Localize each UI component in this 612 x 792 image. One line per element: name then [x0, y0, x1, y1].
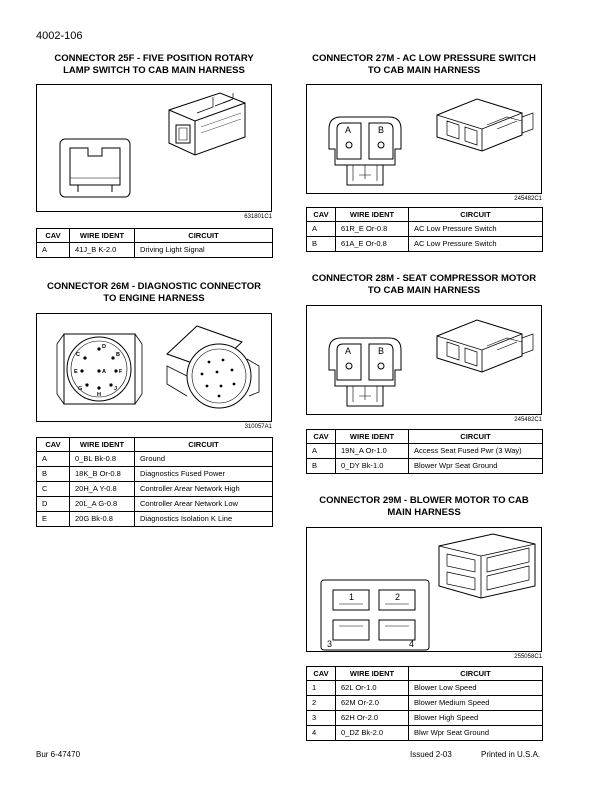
footer-document-number: Bur 6-47470	[36, 750, 81, 759]
cav-cell: 1	[307, 681, 336, 696]
connector-26m-figure	[36, 313, 272, 422]
pin-label-c: C	[76, 352, 80, 358]
wire-cell: 61A_E Or-0.8	[336, 237, 409, 252]
connector-25f-figure	[36, 84, 272, 212]
wire-cell: 19N_A Or-1.0	[336, 444, 409, 459]
connector-28m-table	[306, 429, 543, 474]
footer-printed: Printed in U.S.A.	[481, 750, 541, 759]
connector-25f-drawing	[37, 85, 271, 211]
connector-29m-title-line2: MAIN HARNESS	[387, 507, 461, 518]
connector-25f-title-line1: CONNECTOR 25F - FIVE POSITION ROTARY	[54, 53, 254, 64]
cav-cell: 4	[307, 726, 336, 741]
wire-ident-header: WIRE IDENT	[70, 229, 135, 243]
connector-28m-figure-id: 245482C1	[514, 417, 542, 423]
circuit-header: CIRCUIT	[135, 229, 273, 243]
table-row	[307, 681, 543, 696]
pin-4-label: 4	[409, 639, 415, 649]
connector-28m-drawing	[307, 306, 541, 414]
connector-29m-figure	[306, 527, 542, 652]
table-row	[307, 237, 543, 252]
connector-27m-title	[306, 53, 542, 77]
table-header-row	[307, 430, 543, 444]
table-row	[307, 711, 543, 726]
connector-25f-title	[36, 53, 272, 77]
wire-ident-header: WIRE IDENT	[70, 438, 135, 452]
connector-29m-title-line1: CONNECTOR 29M - BLOWER MOTOR TO CAB	[319, 495, 529, 506]
connector-26m-table	[36, 437, 273, 527]
cav-cell: B	[37, 467, 70, 482]
wire-cell: 62H Or-2.0	[336, 711, 409, 726]
table-row	[307, 459, 543, 474]
cav-cell: B	[307, 237, 336, 252]
cav-cell: A	[37, 452, 70, 467]
circuit-header: CIRCUIT	[135, 438, 273, 452]
connector-28m-title-line1: CONNECTOR 28M - SEAT COMPRESSOR MOTOR	[311, 273, 537, 284]
connector-25f-table	[36, 228, 273, 258]
wire-cell: 20H_A Y-0.8	[70, 482, 135, 497]
circuit-header: CIRCUIT	[409, 208, 543, 222]
wire-cell: 18K_B Or-0.8	[70, 467, 135, 482]
connector-26m-figure-id: 310057A1	[244, 424, 272, 430]
wire-cell: 41J_B K-2.0	[70, 243, 135, 258]
pin-label-e: E	[74, 369, 78, 375]
circuit-cell: Driving Light Signal	[135, 243, 273, 258]
circuit-cell: Blower High Speed	[409, 711, 543, 726]
pin-label-g: G	[78, 386, 83, 392]
circuit-cell: Diagnostics Isolation K Line	[135, 512, 273, 527]
cav-header: CAV	[37, 229, 70, 243]
page-number: 4002-106	[36, 30, 83, 42]
connector-27m-table	[306, 207, 543, 252]
wire-cell: 61R_E Or-0.8	[336, 222, 409, 237]
connector-28m-title	[306, 273, 542, 297]
table-header-row	[307, 208, 543, 222]
wire-cell: 20G Bk-0.8	[70, 512, 135, 527]
cavity-b-label: B	[378, 125, 385, 135]
wire-ident-header: WIRE IDENT	[336, 430, 409, 444]
connector-27m-figure	[306, 84, 542, 194]
table-row	[37, 452, 273, 467]
pin-label-j: J	[114, 386, 118, 392]
cav-cell: 2	[307, 696, 336, 711]
circuit-cell: Controller Arear Network Low	[135, 497, 273, 512]
pin-1-label: 1	[349, 592, 355, 602]
connector-29m-title	[306, 495, 542, 519]
connector-27m-title-line2: TO CAB MAIN HARNESS	[367, 65, 481, 76]
connector-27m-title-line1: CONNECTOR 27M - AC LOW PRESSURE SWITCH	[312, 53, 536, 64]
circuit-cell: AC Low Pressure Switch	[409, 237, 543, 252]
cavity-a-label: A	[345, 125, 352, 135]
table-row	[37, 243, 273, 258]
wire-ident-header: WIRE IDENT	[336, 208, 409, 222]
connector-25f-figure-id: 631801C1	[244, 214, 272, 220]
circuit-header: CIRCUIT	[409, 667, 543, 681]
pin-label-d: D	[102, 344, 106, 350]
table-row	[307, 726, 543, 741]
cavity-a-label: A	[345, 346, 352, 356]
circuit-cell: AC Low Pressure Switch	[409, 222, 543, 237]
pin-label-a: A	[102, 369, 106, 375]
circuit-cell: Access Seat Fused Pwr (3 Way)	[409, 444, 543, 459]
cav-cell: 3	[307, 711, 336, 726]
circuit-cell: Diagnostics Fused Power	[135, 467, 273, 482]
connector-28m-figure	[306, 305, 542, 415]
cav-cell: B	[307, 459, 336, 474]
cav-cell: C	[37, 482, 70, 497]
cav-header: CAV	[307, 208, 336, 222]
wire-cell: 0_BL Bk-0.8	[70, 452, 135, 467]
table-row	[37, 512, 273, 527]
connector-26m-drawing	[37, 314, 271, 421]
connector-29m-figure-id: 255058C1	[514, 654, 542, 660]
connector-28m-title-line2: TO CAB MAIN HARNESS	[367, 285, 481, 296]
cav-cell: E	[37, 512, 70, 527]
cav-cell: A	[307, 444, 336, 459]
wire-cell: 62L Or-1.0	[336, 681, 409, 696]
cav-header: CAV	[307, 430, 336, 444]
pin-label-f: F	[119, 369, 123, 375]
pin-label-h: H	[97, 392, 101, 398]
wire-cell: 0_DY Bk-1.0	[336, 459, 409, 474]
pin-label-b: B	[116, 352, 120, 358]
connector-29m-table	[306, 666, 543, 741]
pin-3-label: 3	[327, 639, 333, 649]
circuit-cell: Ground	[135, 452, 273, 467]
table-row	[307, 444, 543, 459]
connector-26m-title-line1: CONNECTOR 26M - DIAGNOSTIC CONNECTOR	[47, 281, 261, 292]
connector-25f-title-line2: LAMP SWITCH TO CAB MAIN HARNESS	[63, 65, 245, 76]
connector-26m-title	[36, 281, 272, 305]
connector-29m-drawing	[307, 528, 541, 651]
cav-cell: A	[37, 243, 70, 258]
table-header-row	[37, 229, 273, 243]
circuit-cell: Blower Medium Speed	[409, 696, 543, 711]
table-row	[37, 482, 273, 497]
table-row	[37, 467, 273, 482]
table-row	[307, 222, 543, 237]
table-row	[307, 696, 543, 711]
wire-ident-header: WIRE IDENT	[336, 667, 409, 681]
footer-issued: Issued 2-03	[410, 750, 452, 759]
circuit-cell: Blwr Wpr Seat Ground	[409, 726, 543, 741]
wire-cell: 0_DZ Bk-2.0	[336, 726, 409, 741]
cav-cell: D	[37, 497, 70, 512]
circuit-cell: Blower Wpr Seat Ground	[409, 459, 543, 474]
cav-header: CAV	[37, 438, 70, 452]
table-row	[37, 497, 273, 512]
circuit-header: CIRCUIT	[409, 430, 543, 444]
circuit-cell: Controller Arear Network High	[135, 482, 273, 497]
connector-26m-title-line2: TO ENGINE HARNESS	[103, 293, 205, 304]
connector-27m-drawing	[307, 85, 541, 193]
cavity-b-label: B	[378, 346, 385, 356]
table-header-row	[37, 438, 273, 452]
wire-cell: 20L_A G-0.8	[70, 497, 135, 512]
cav-header: CAV	[307, 667, 336, 681]
cav-cell: A	[307, 222, 336, 237]
circuit-cell: Blower Low Speed	[409, 681, 543, 696]
connector-27m-figure-id: 245482C1	[514, 196, 542, 202]
pin-2-label: 2	[395, 592, 401, 602]
table-header-row	[307, 667, 543, 681]
wire-cell: 62M Or-2.0	[336, 696, 409, 711]
